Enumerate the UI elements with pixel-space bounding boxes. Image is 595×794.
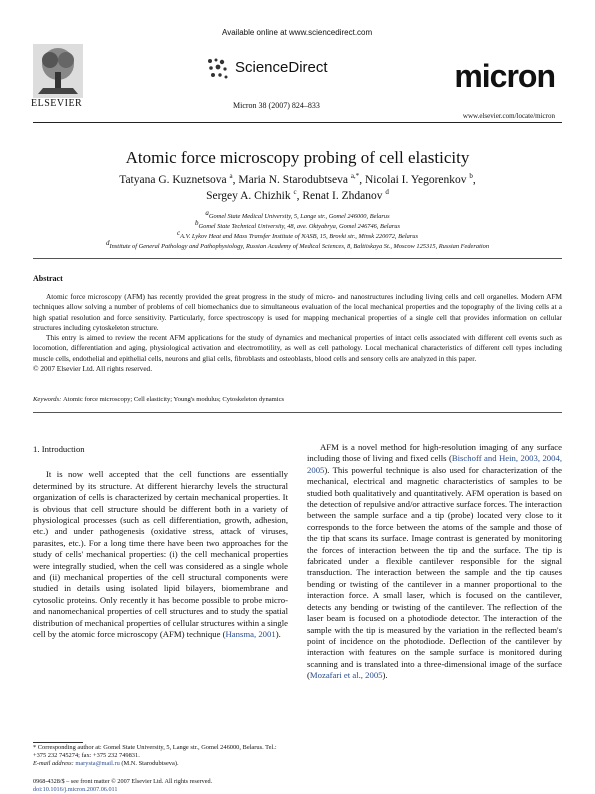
keywords-text: Atomic force microscopy; Cell elasticity; Young's modulus; Cytoskeleton dynamics [62,396,285,403]
doi-link[interactable]: doi:10.1016/j.micron.2007.06.011 [33,786,118,793]
author-affil-mark: c [293,188,297,196]
abstract-top-divider [33,258,562,259]
sciencedirect-brand: ScienceDirect [235,59,328,76]
right-column [307,442,562,682]
affil-text: Gomel State Technical University, 48, ave. Oktyabrya, Gomel 246746, Belarus [198,223,400,231]
footnote-email-line [33,760,288,768]
footnote-text: * Corresponding author at: Gomel State University, 5, Lange str., Gomel 246000, Belarus. Tel.: +375 232 745274; fax: +375 232 749831. [33,744,277,760]
affil-mark: d [105,239,110,247]
left-column [33,444,288,641]
section-heading-introduction: 1. Introduction [33,444,85,454]
affil-mark: b [195,219,199,227]
author-name: Tatyana G. Kuznetsova [119,173,227,186]
email-link[interactable]: marysta@mail.ru [75,760,120,768]
intro-text: AFM is a novel method for high-resolution imaging of any surface including those of living and fixed cells ( [307,442,562,464]
journal-reference: Micron 38 (2007) 824–833 [233,101,320,110]
author-name: Sergey A. Chizhik [206,189,291,202]
author-name: Nicolai I. Yegorenkov [364,173,467,186]
email-suffix: (M.N. Starodubtseva). [121,760,179,768]
intro-text: ). [382,670,388,681]
abstract-paragraph-1: Atomic force microscopy (AFM) has recently provided the great progress in the study of micro- and nanostructures including living cells and cell organelles. Modern AFM techniques allow solving a number of problems of cell biomechanics due to simultaneous evaluation of the local mechanical properties and the topography of the living cells at a high spatial resolution and force sensitivity. Particularly, force spectroscopy is used for mapping mechanical properties of a single cell that provides information on cellular structures including cytoskeleton structure. [33,292,562,332]
citation-link[interactable]: Bischoff and Hein, 2003, 2004, 2005 [307,453,562,475]
citation-link[interactable]: Mozafari et al., 2005 [309,670,383,681]
affil-text: Gomel State Medical University, 5, Lange str., Gomel 246000, Belarus [208,213,390,221]
corresponding-author-footnote [33,744,288,769]
intro-text: ). [275,629,281,640]
affil-mark: a [205,209,209,217]
bottom-issn-doi [33,778,212,794]
citation-link[interactable]: Hansma, 2001 [225,629,276,640]
author-affil-mark: a [229,172,233,180]
header-divider [33,122,562,123]
issn-line: 0968-4328/$ – see front matter © 2007 Elsevier Ltd. All rights reserved. [33,778,213,785]
author-name: Renat I. Zhdanov [302,189,383,202]
publisher-name: ELSEVIER [31,98,83,109]
available-online-text[interactable]: Available online at www.sciencedirect.com [222,28,373,37]
keywords-line [33,396,284,403]
affil-mark: c [177,229,181,237]
email-label: E-mail address: [33,760,74,768]
abstract-bottom-divider [33,412,562,413]
intro-paragraph-1 [33,469,288,640]
sciencedirect-dots-icon [206,57,230,81]
paper-title: Atomic force microscopy probing of cell elasticity [125,148,470,167]
abstract-paragraph-2: This entry is aimed to review the recent AFM applications for the study of dynamics and mechanical properties of intact cells associated with different cell events such as locomotion, differentiation and aging, physiological activation and electromotility, as well as cell pathology. Local mechanical characteristics of different cell types including muscle cells, endothelial and epithelial cells, neurons and glial cells, fibroblasts and osteoblasts, blood cells and sensory cells are analyzed in this paper. [33,333,562,363]
author-affil-mark: b [469,172,473,180]
affil-text: A.V. Lykov Heat and Mass Transfer Institute of NASB, 15, Brovki str., Minsk 220072, Belarus [180,233,418,241]
affil-text: Institute of General Pathology and Pathophysiology, Russian Academy of Medical Sciences, 8, Baltiiskaya St., Moscow 125315, Russian Federation [109,243,490,251]
abstract-body [33,292,562,374]
author-name: Maria N. Starodubtseva [238,173,348,186]
abstract-copyright: © 2007 Elsevier Ltd. All rights reserved. [33,364,153,374]
keywords-label: Keywords: [33,396,62,403]
abstract-heading: Abstract [33,274,63,283]
intro-paragraph-2 [307,442,562,682]
author-line-2: Sergey A. Chizhik $^c$, Renat I. Zhdanov $^d$ [206,188,389,202]
author-affil-mark[interactable]: a,* [350,172,360,180]
intro-text: It is now well accepted that the cell functions are essentially determined by its structure. At different hierarchy levels the structural organization of cells is characterized by certain mechanical properties. It is obvious that cell structure should be different both in a variety of physiological processes (such as cell differentiation, growth, adhesion, etc.) and under pathogenesis (oxidative stress, attack of viruses, parasites, etc.). For a long time there have been two approaches for the study of cells' mechanical properties: (i) the cell mechanical properties were integrally studied, when the cell was considered as a single whole and (ii) mechanical properties of the cell structural components were studied in details using isolated lipid bilayers, biomembrane and cytosolic proteins. Only recently it has become possible to probe micro- and nanomechanical properties of cell structures and to study the spatial distribution of mechanical properties of cellular structures within a single cell by the atomic force microscopy (AFM) technique ( [33,469,289,640]
journal-logo: micron [454,58,555,94]
footnote-divider [33,742,83,743]
author-affil-mark: d [385,188,389,196]
journal-url-link[interactable]: www.elsevier.com/locate/micron [462,112,555,120]
author-line-1: Tatyana G. Kuznetsova $^a$, Maria N. Starodubtseva $^{a,*}$, Nicolai I. Yegorenkov $^b$, [119,172,476,186]
affiliation-d [0,239,595,250]
intro-text: ). This powerful technique is also used for characterization of the mechanical, electrical and magnetic characteristics of samples to be studied both qualitatively and quantitatively. AFM operation is based on the detection of repulsive and/or attractive surface forces. The interaction between the sample surface and a tip (probe) located very close to it corresponds to the force between the atoms of the sample and those of the tip that scans its surface. Image contrast is generated by monitoring the forces of interaction between the tip and the surface. The tip is fabricated under a flexible cantilever responsible for the signal transduction. The interaction between the sample and the tip causes bending or twisting of the cantilever in a manner proportional to the interaction force. A small laser, which is focused on the cantilever, detects any bending or twisting of the cantilever. The reflection of the laser beam is focused on a photodiode detector. The interaction of the sample with the tip is measured by the variation in the reflected beam's point of incidence on the photodiode. Deflection of the cantilever by interaction with features on the sample surface is monitored during scanning and is translated into a three-dimensional image of the surface ( [307,464,562,681]
